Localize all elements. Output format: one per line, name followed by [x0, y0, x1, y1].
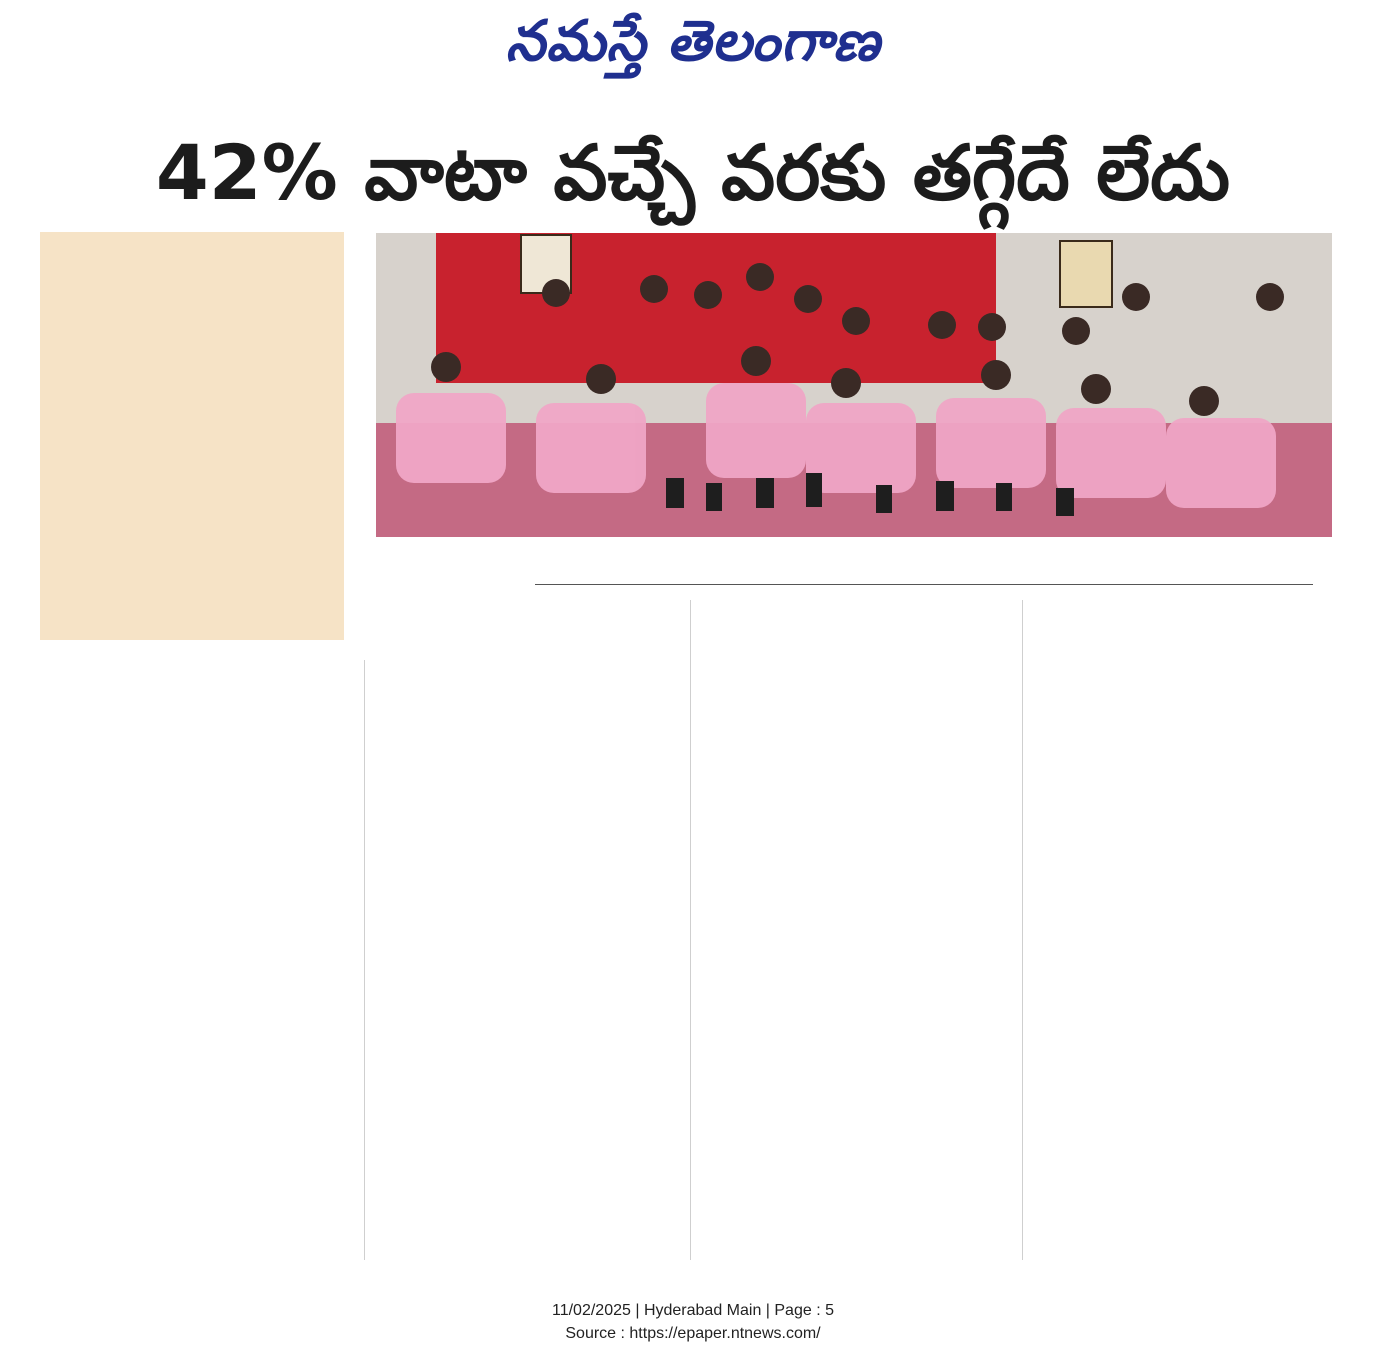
caption-underline [535, 584, 1313, 585]
highlights-box [40, 232, 344, 640]
footer-edition-line: 11/02/2025 | Hyderabad Main | Page : 5 [552, 1302, 834, 1319]
press-photo [376, 233, 1332, 537]
column-divider [364, 660, 365, 1260]
main-headline: 42% వాటా వచ్చే వరకు తగ్గేదే లేదు [155, 128, 1231, 217]
footer-source-line: Source : https://epaper.ntnews.com/ [565, 1325, 821, 1342]
masthead-logo: నమస్తే తెలంగాణ [505, 8, 881, 74]
column-divider [690, 600, 691, 1260]
column-divider [1022, 600, 1023, 1260]
